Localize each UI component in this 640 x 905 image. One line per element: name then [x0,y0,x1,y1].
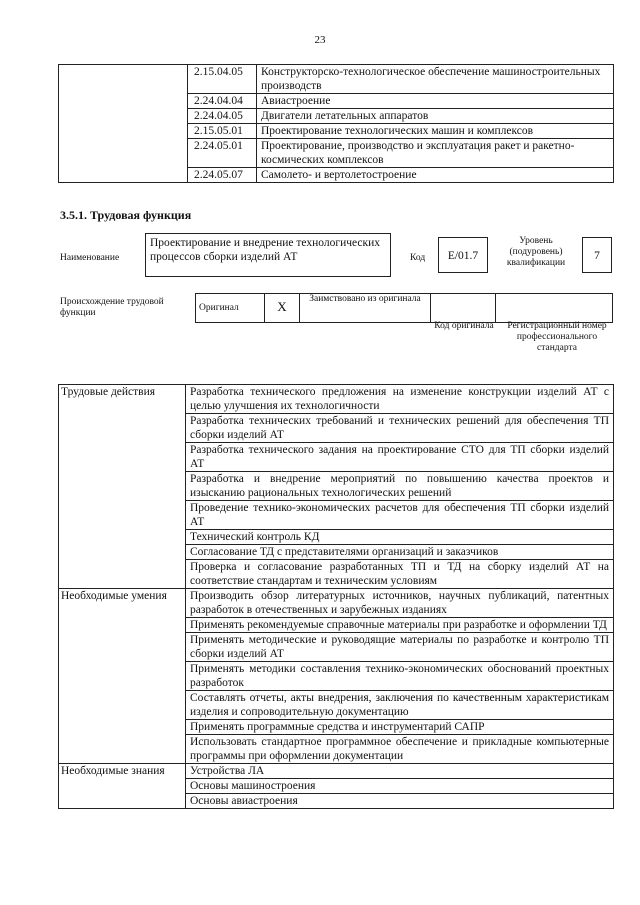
code-cell: 2.24.05.01 [188,139,257,168]
list-item: Основы машиностроения [186,779,614,794]
list-item: Разработка и внедрение мероприятий по повышению качества проектов и изысканию рациональных технологических решений [186,472,614,501]
registration-number-cell [496,294,613,323]
table-row [59,764,614,779]
table-row [59,589,614,618]
origin-table [195,293,613,323]
code-cell: 2.24.05.07 [188,168,257,183]
list-item: Проверка и согласование разработанных ТП и ТД на сборку изделий АТ на соответствие стандартам и техническим условиям [186,560,614,589]
name-cell: Проектирование, производство и эксплуатация ракет и ракетно-космических комплексов [257,139,614,168]
original-code-cell [431,294,496,323]
labor-function-table [58,384,614,809]
list-item: Технический контроль КД [186,530,614,545]
original-label: Оригинал [196,294,265,323]
list-item: Проведение технико-экономических расчетов для обеспечения ТП сборки изделий АТ [186,501,614,530]
list-item: Составлять отчеты, акты внедрения, заключения по качественным характеристикам изделия и сопроводительную документацию [186,691,614,720]
code-cell: 2.15.04.05 [188,65,257,94]
list-item: Разработка технического предложения на изменение конструкции изделий АТ с целью улучшения их технологичности [186,385,614,414]
function-code-box: E/01.7 [438,237,488,273]
blank-cell [59,65,188,183]
name-cell: Авиастроение [257,94,614,109]
education-codes-table [58,64,614,183]
section-title: 3.5.1. Трудовая функция [60,208,192,222]
code-cell: 2.24.04.05 [188,109,257,124]
category-required-knowledge: Необходимые знания [59,764,186,809]
original-mark-cell [265,294,300,323]
list-item: Использовать стандартное программное обеспечение и прикладные компьютерные программы при оформлении документации [186,735,614,764]
borrowed-label: Заимствовано из оригинала [300,294,431,323]
list-item: Применять методические и руководящие материалы по разработке и контролю ТП сборки изделий АТ [186,633,614,662]
page-number: 23 [314,34,326,46]
name-cell: Двигатели летательных аппаратов [257,109,614,124]
table-row [59,385,614,414]
qualification-level-box: 7 [582,237,612,273]
category-required-skills: Необходимые умения [59,589,186,764]
list-item: Разработка технического задания на проектирование СТО для ТП сборки изделий АТ [186,443,614,472]
name-cell: Самолето- и вертолетостроение [257,168,614,183]
list-item: Производить обзор литературных источников, научных публикаций, патентных разработок в отечественных и зарубежных изданиях [186,589,614,618]
list-item: Согласование ТД с представителями организаций и заказчиков [186,545,614,560]
registration-number-caption: Регистрационный номер профессионального стандарта [507,321,607,353]
code-label: Код [410,253,426,263]
table-row [196,294,613,323]
original-mark: X [277,299,287,314]
original-code-caption: Код оригинала [434,321,494,331]
origin-label: Происхождение трудовой функции [60,297,164,318]
category-labor-actions: Трудовые действия [59,385,186,589]
list-item: Разработка технических требований и технических решений для обеспечения ТП сборки изделий АТ [186,414,614,443]
name-cell: Проектирование технологических машин и комплексов [257,124,614,139]
list-item: Основы авиастроения [186,794,614,809]
name-label: Наименование [60,253,120,263]
list-item: Применять рекомендуемые справочные материалы при разработке и оформлении ТД [186,618,614,633]
code-cell: 2.24.04.04 [188,94,257,109]
code-cell: 2.15.05.01 [188,124,257,139]
table-row [59,65,614,94]
list-item: Применять программные средства и инструментарий САПР [186,720,614,735]
function-name-box: Проектирование и внедрение технологических процессов сборки изделий АТ [145,233,391,277]
list-item: Применять методики составления технико-экономических обоснований проектных разработок [186,662,614,691]
name-cell: Конструкторско-технологическое обеспечение машиностроительных производств [257,65,614,94]
qualification-level-label: Уровень (подуровень) квалификации [506,236,566,268]
list-item: Устройства ЛА [186,764,614,779]
